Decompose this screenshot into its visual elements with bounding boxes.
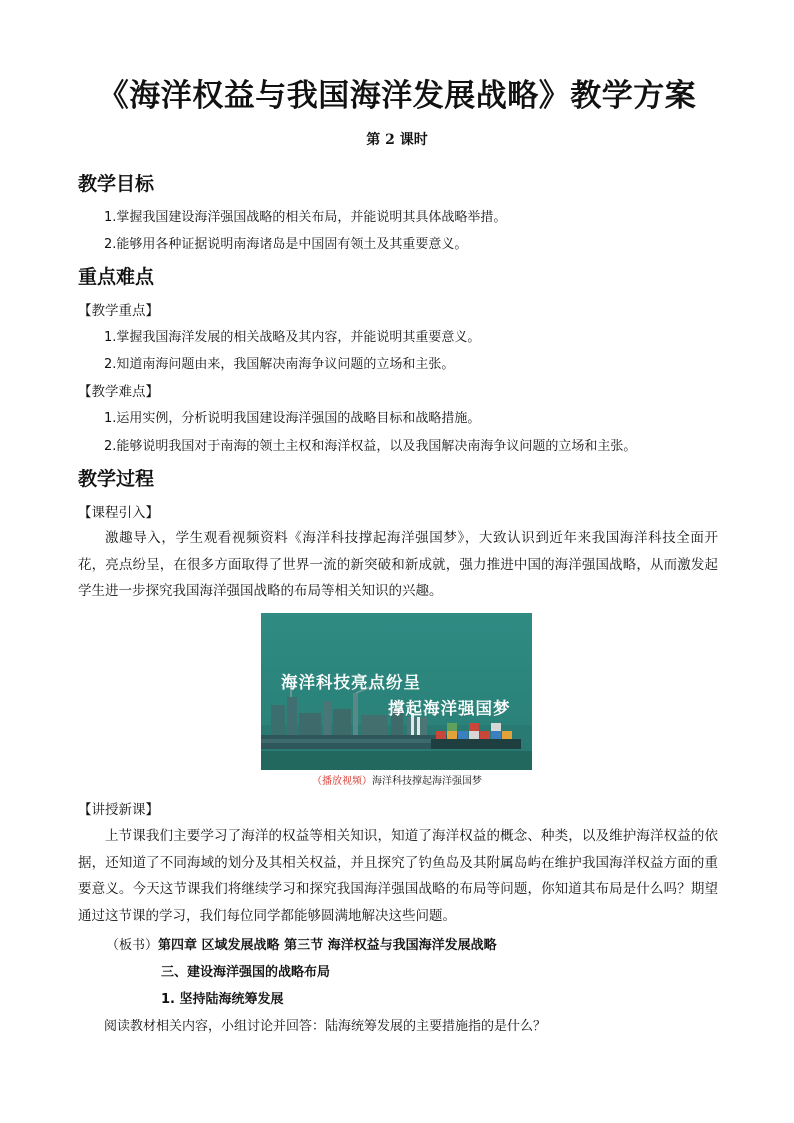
- intro-label: 【课程引入】: [78, 505, 159, 521]
- discussion-question: 阅读教材相关内容，小组讨论并回答：陆海统筹发展的主要措施指的是什么？: [104, 1019, 547, 1034]
- lecture-label: 【讲授新课】: [78, 802, 159, 818]
- figure-caption: [0, 775, 794, 789]
- process-heading: 教学过程: [78, 468, 155, 490]
- objective-item: 2.能够用各种证据说明南海诸岛是中国固有领土及其重要意义。: [104, 237, 468, 252]
- difficulty-item: 2.能够说明我国对于南海的领土主权和海洋权益，以及我国解决南海争议问题的立场和主张。: [104, 439, 637, 454]
- intro-paragraph: 激趣导入，学生观看视频资料《海洋科技撑起海洋强国梦》，大致认识到近年来我国海洋科技全面开花，亮点纷呈，在很多方面取得了世界一流的新突破和新成就，强力推进中国的海洋强国战略，从而激发起学生进一步探究我国海洋强国战略的布局等相关知识的兴趣。: [78, 530, 718, 599]
- key-points-heading: 重点难点: [78, 266, 155, 288]
- thumbnail-subheadline: 撑起海洋强国梦: [388, 699, 511, 718]
- section-heading: 三、建设海洋强国的战略布局: [161, 965, 331, 980]
- board-line: [106, 936, 497, 956]
- difficulty-label: 【教学难点】: [78, 384, 159, 400]
- board-prefix: （板书）: [106, 938, 159, 953]
- focus-item: 2.知道南海问题由来，我国解决南海争议问题的立场和主张。: [104, 357, 455, 372]
- objectives-heading: 教学目标: [78, 173, 155, 195]
- caption-play-tag: （播放视频）: [312, 776, 372, 787]
- document-title: 《海洋权益与我国海洋发展战略》教学方案: [97, 78, 697, 114]
- thumbnail-headline: 海洋科技亮点纷呈: [281, 673, 421, 692]
- focus-item: 1.掌握我国海洋发展的相关战略及其内容，并能说明其重要意义。: [104, 330, 481, 345]
- lesson-number: 第 2 课时: [366, 132, 428, 148]
- video-thumbnail[interactable]: [261, 613, 532, 770]
- caption-text: 海洋科技撑起海洋强国梦: [372, 776, 482, 787]
- subsection-heading: 1. 坚持陆海统筹发展: [161, 992, 284, 1007]
- difficulty-item: 1.运用实例，分析说明我国建设海洋强国的战略目标和战略措施。: [104, 411, 481, 426]
- objective-item: 1.掌握我国建设海洋强国战略的相关布局，并能说明其具体战略举措。: [104, 210, 507, 225]
- focus-label: 【教学重点】: [78, 303, 159, 319]
- lecture-paragraph: 上节课我们主要学习了海洋的权益等相关知识，知道了海洋权益的概念、种类，以及维护海洋权益的依据，还知道了不同海域的划分及其相关权益，并且探究了钓鱼岛及其附属岛屿在维护我国海洋权益方面的重要意义。今天这节课我们将继续学习和探究我国海洋强国战略的布局等问题，你知道其布局是什么吗？期望通过这节课的学习，我们每位同学都能够圆满地解决这些问题。: [78, 828, 718, 924]
- board-chapter: 第四章 区域发展战略 第三节 海洋权益与我国海洋发展战略: [158, 938, 497, 953]
